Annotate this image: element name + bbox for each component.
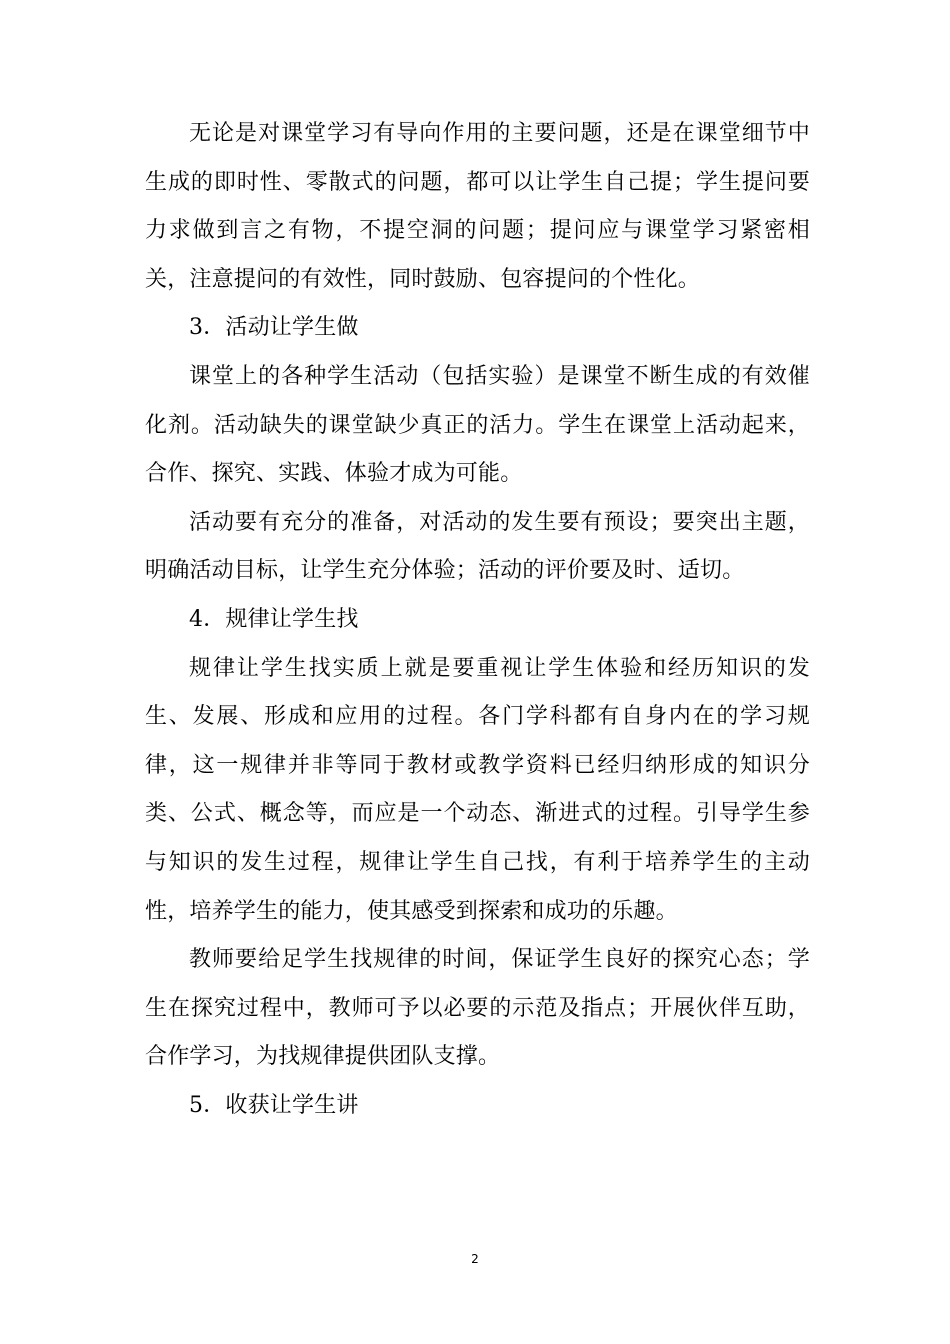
paragraph-activities-intro: 课堂上的各种学生活动（包括实验）是课堂不断生成的有效催化剂。活动缺失的课堂缺少真正的活力。学生在课堂上活动起来，合作、探究、实践、体验才成为可能。	[145, 363, 810, 487]
page-number: 2	[471, 1252, 479, 1266]
section-heading-4: 4．规律让学生找	[189, 606, 359, 632]
section-heading-3: 3．活动让学生做	[189, 315, 359, 341]
paragraph-questions: 无论是对课堂学习有导向作用的主要问题，还是在课堂细节中生成的即时性、零散式的问题，都可以让学生自己提；学生提问要力求做到言之有物，不提空洞的问题；提问应与课堂学习紧密相关，注意提问的有效性，同时鼓励、包容提问的个性化。	[145, 121, 810, 292]
paragraph-activities-prep: 活动要有充分的准备，对活动的发生要有预设；要突出主题，明确活动目标，让学生充分体验；活动的评价要及时、适切。	[145, 509, 810, 584]
document-body	[145, 110, 810, 1130]
paragraph-rules-intro: 规律让学生找实质上就是要重视让学生体验和经历知识的发生、发展、形成和应用的过程。各门学科都有自身内在的学习规律，这一规律并非等同于教材或教学资料已经归纳形成的知识分类、公式、概念等，而应是一个动态、渐进式的过程。引导学生参与知识的发生过程，规律让学生自己找，有利于培养学生的主动性，培养学生的能力，使其感受到探索和成功的乐趣。	[145, 655, 810, 924]
section-heading-5: 5．收获让学生讲	[189, 1092, 359, 1118]
paragraph-rules-teacher: 教师要给足学生找规律的时间，保证学生良好的探究心态；学生在探究过程中，教师可予以必要的示范及指点；开展伙伴互助，合作学习，为找规律提供团队支撑。	[145, 947, 810, 1070]
